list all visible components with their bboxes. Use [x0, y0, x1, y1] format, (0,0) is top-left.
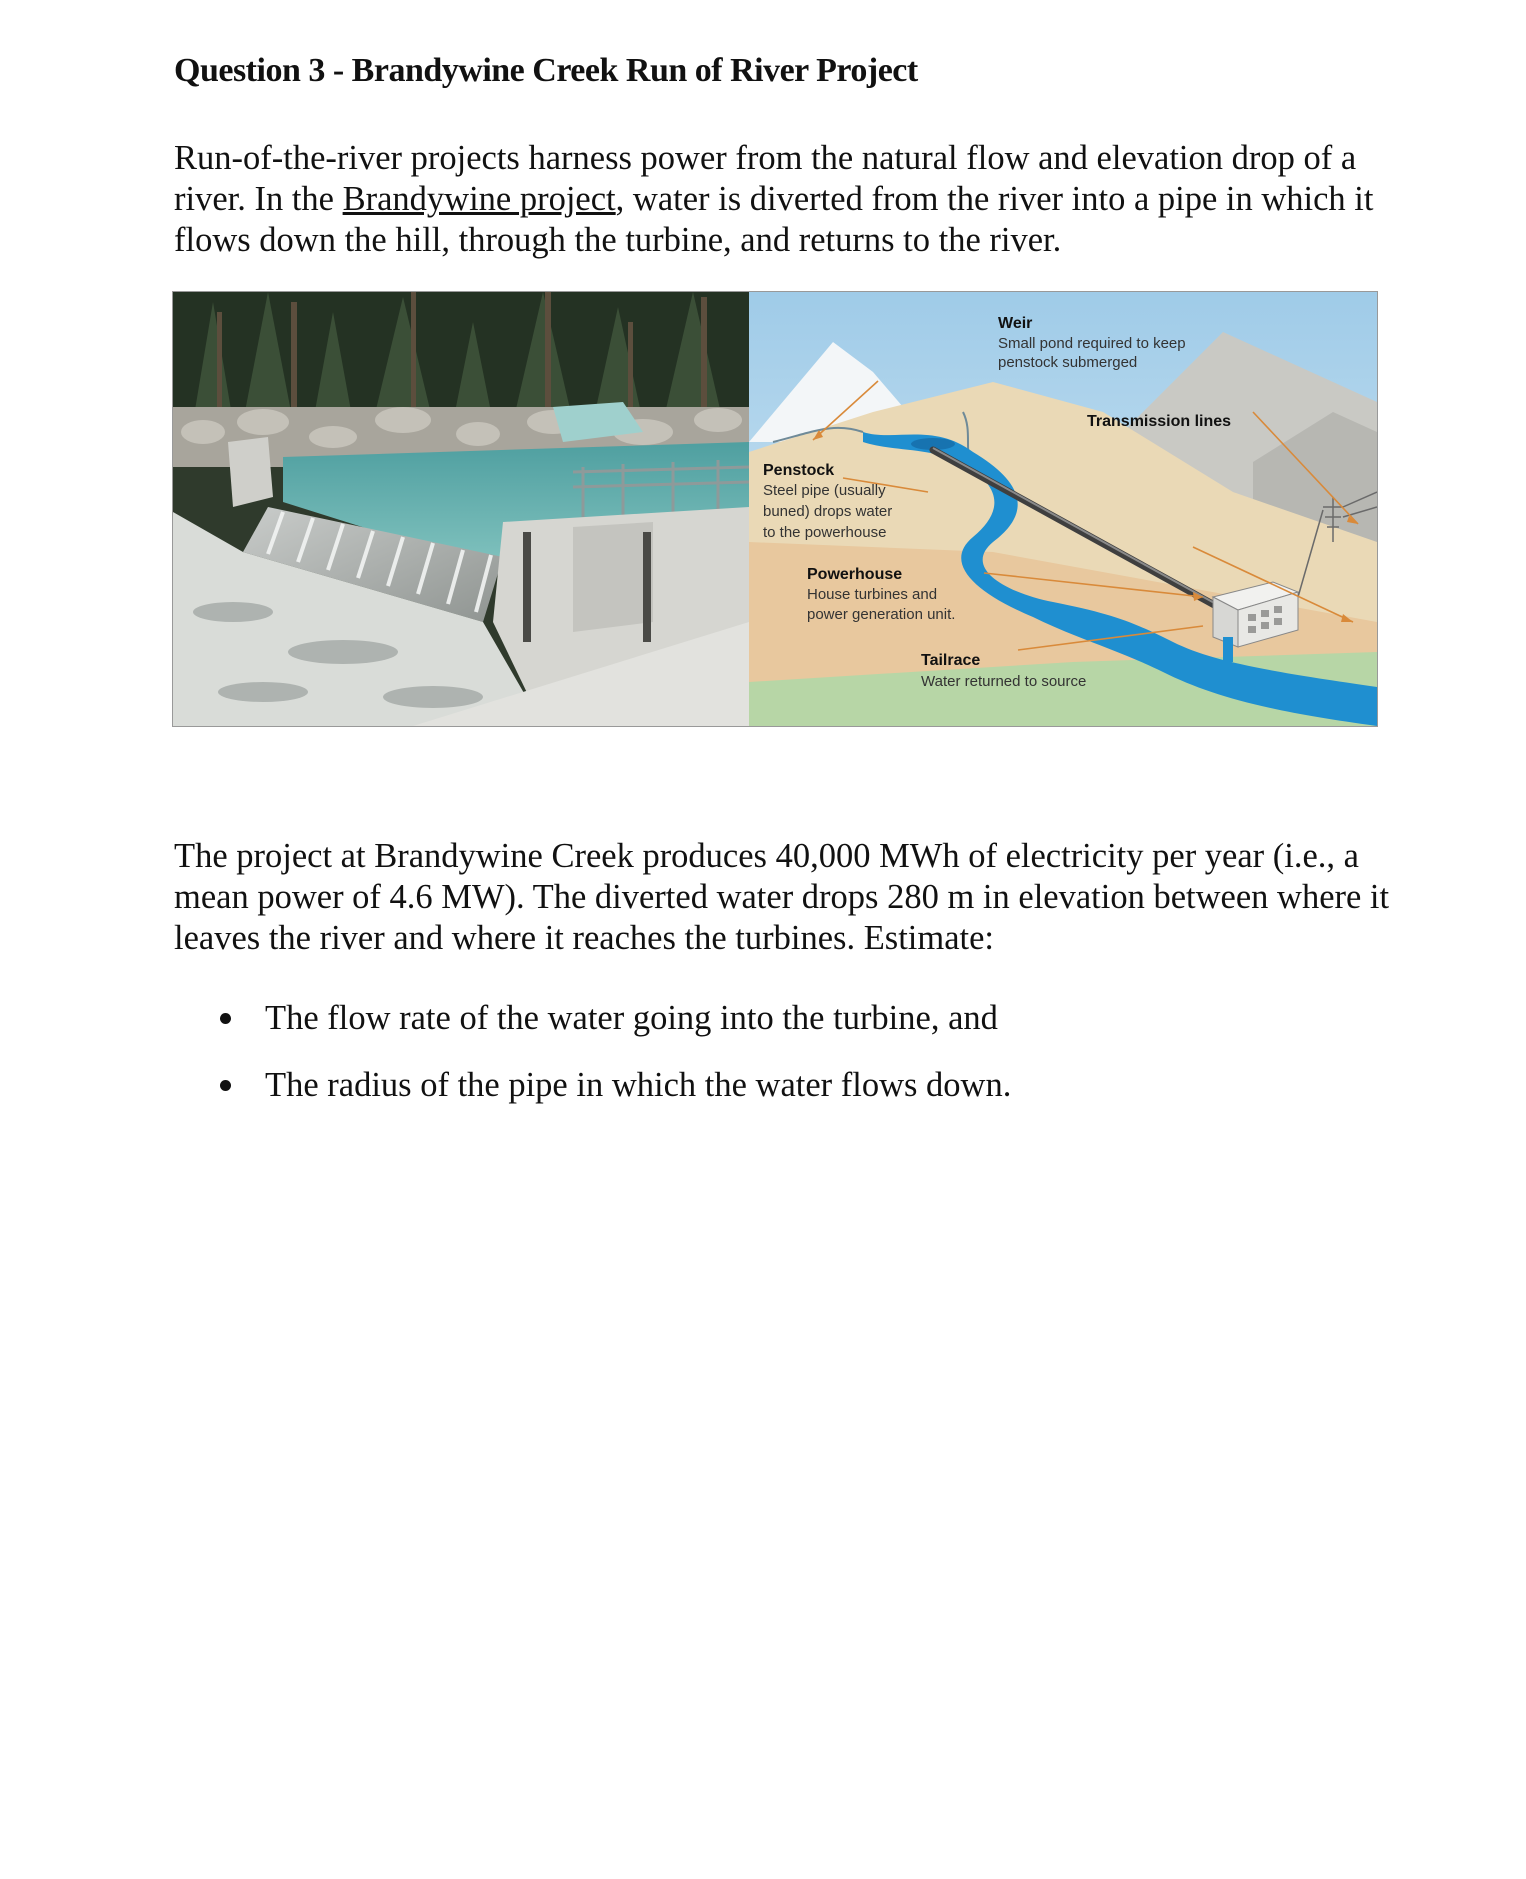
penstock-description-line-1: Steel pipe (usually [763, 482, 886, 499]
weir-label: Weir [998, 315, 1033, 332]
question-title: Question 3 - Brandywine Creek Run of River Project [174, 52, 918, 89]
tailrace-description: Water returned to source [921, 673, 1087, 690]
powerhouse-description-line-2: power generation unit. [807, 606, 956, 623]
intro-text-start: Run-of-the-river projects harness power from the natural flow and elevation drop of a river. In the [174, 139, 1357, 218]
bullet-icon [220, 1080, 231, 1091]
brandywine-project-link[interactable]: Brandywine project [342, 180, 616, 218]
weir-description-line-1: Small pond required to keep [998, 335, 1186, 352]
transmission-lines-label: Transmission lines [1087, 413, 1232, 430]
weir-description-line-2: penstock submerged [998, 354, 1138, 371]
run-of-river-figure [172, 291, 1378, 727]
intro-paragraph [174, 138, 1394, 261]
penstock-description-line-2: buned) drops water [763, 503, 893, 520]
list-item [174, 998, 1011, 1039]
penstock-label: Penstock [763, 462, 835, 479]
powerhouse-description-line-1: House turbines and [807, 586, 938, 603]
estimate-list [174, 998, 1011, 1132]
list-item-text: The radius of the pipe in which the water flows down. [265, 1066, 1012, 1104]
intro-text-end: , water is diverted from the river into a pipe in which it flows down the hill, through the turbine, and returns to the river. [174, 180, 1374, 259]
powerhouse-label: Powerhouse [807, 566, 903, 583]
problem-statement: The project at Brandywine Creek produces 40,000 MWh of electricity per year (i.e., a mean power of 4.6 MW). The diverted water drops 280 m in elevation between where it leaves the river and where it reaches the turbines. Estimate: [174, 837, 1390, 957]
tailrace-label: Tailrace [921, 652, 981, 669]
list-item [174, 1065, 1011, 1106]
penstock-description-line-3: to the powerhouse [763, 524, 887, 541]
bullet-icon [220, 1013, 231, 1024]
weir-photo [173, 292, 749, 726]
run-of-river-diagram [749, 292, 1377, 726]
list-item-text: The flow rate of the water going into the turbine, and [265, 999, 998, 1037]
